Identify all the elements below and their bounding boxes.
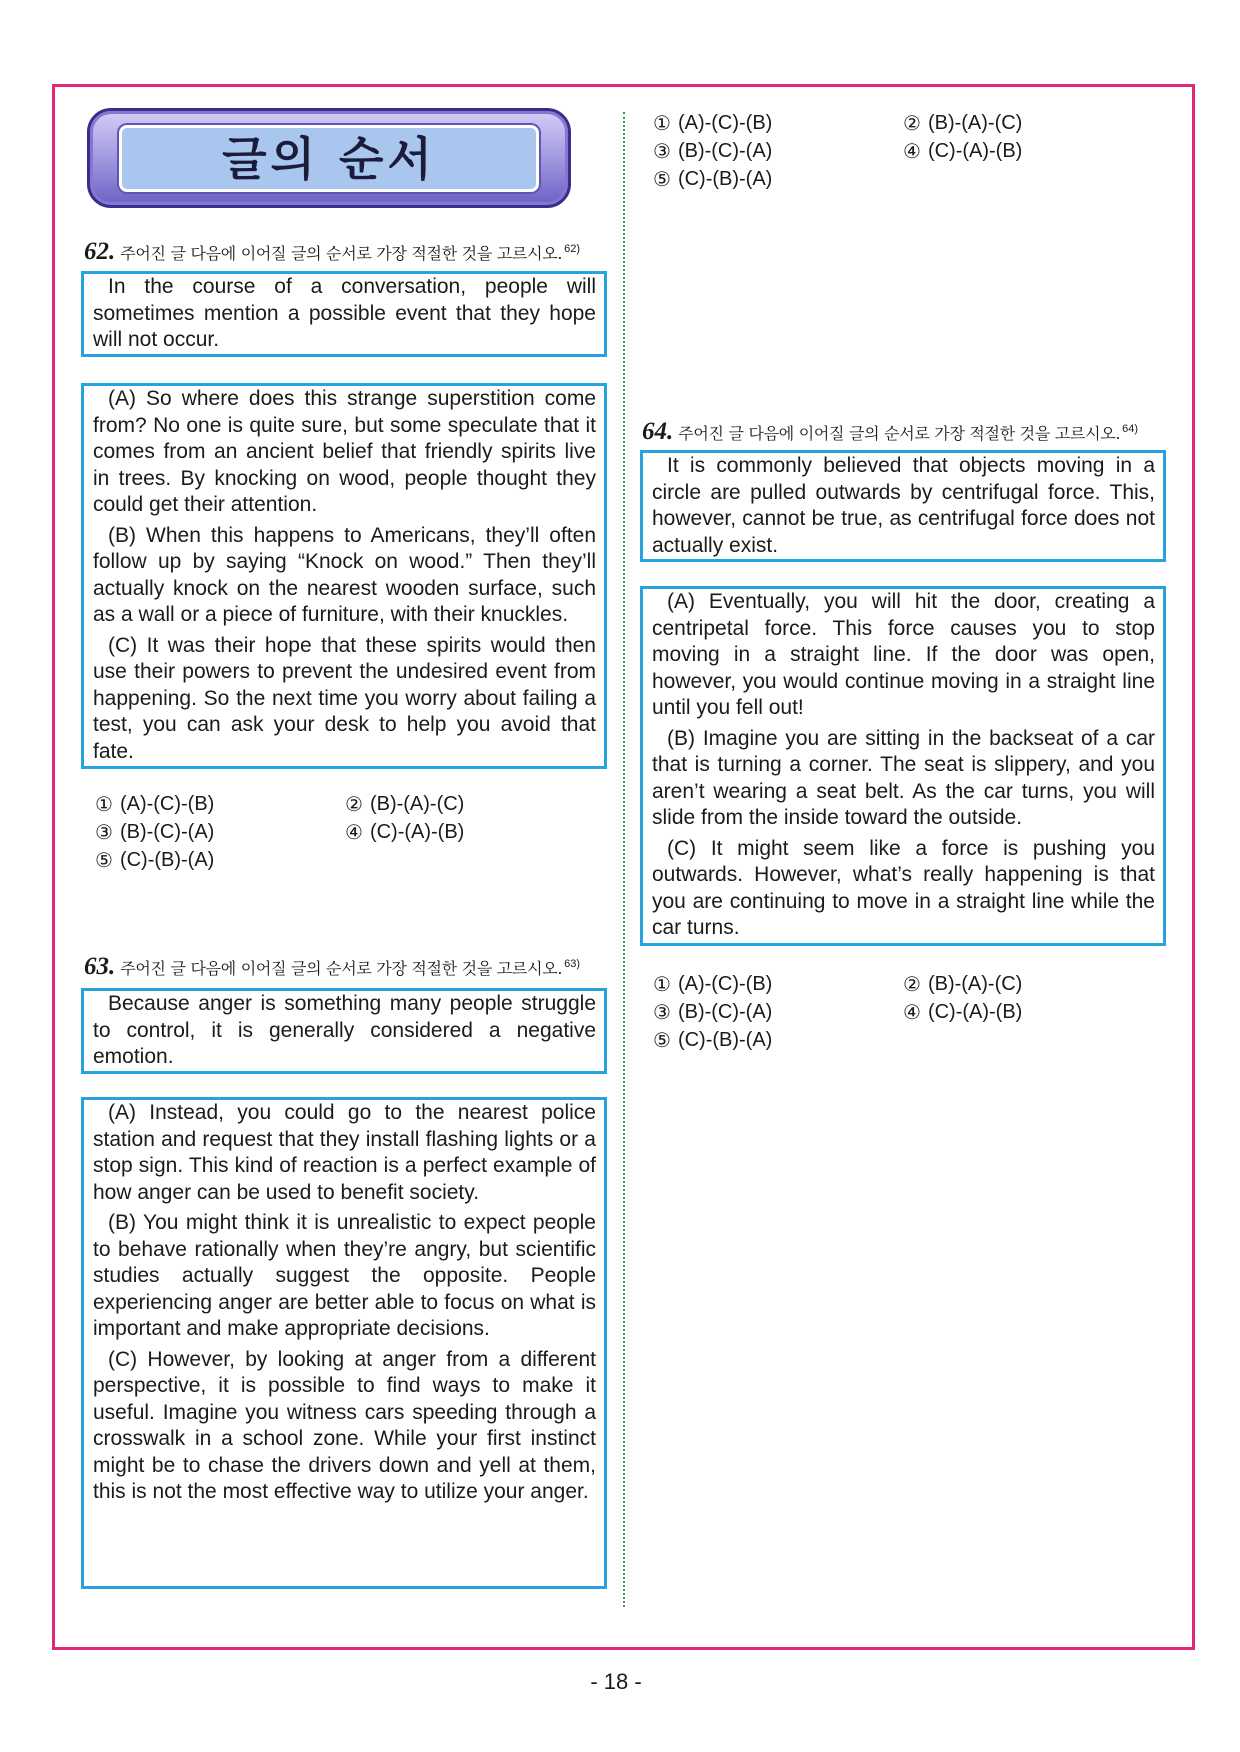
given-text: It is commonly believed that objects moving in a circle are pulled outwards by centrifugal force. This, however, cannot be true, as centrifugal force does not actually exist. [652,454,1155,557]
option-number: ① [95,792,113,816]
option-label: (C)-(A)-(B) [927,1001,1023,1023]
question-63-passage-box [81,1097,607,1589]
passage-c: (C) It was their hope that these spirits would then use their powers to prevent the undesired event from happening. So the next time you worry about failing a test, you can ask your desk to help you avoid that fate. [93,633,596,763]
question-64-passage-box [640,586,1166,946]
footnote-marker: 64) [1122,423,1139,435]
option-2 [903,970,1153,998]
footnote-marker: 63) [564,958,581,970]
option-number: ③ [95,820,113,844]
question-instruction: 주어진 글 다음에 이어질 글의 순서로 가장 적절한 것을 고르시오. [120,244,563,263]
option-label: (C)-(B)-(A) [677,168,773,190]
option-number: ② [345,792,363,816]
option-label: (C)-(B)-(A) [677,1029,773,1051]
option-1 [653,109,903,137]
section-title-plate [119,125,539,192]
question-64-heading [642,418,1138,446]
option-1 [95,790,345,818]
option-number: ③ [653,139,671,163]
option-label: (B)-(A)-(C) [927,973,1023,995]
option-number: ⑤ [653,1028,671,1052]
option-3 [653,998,903,1026]
option-number: ⑤ [653,167,671,191]
option-4 [345,818,595,846]
option-label: (C)-(B)-(A) [119,849,215,871]
option-3 [95,818,345,846]
passage-a: (A) Eventually, you will hit the door, creating a centripetal force. This force causes you to stop moving in a straight line. If the door was open, however, you would continue moving in a straight line until you fell out! [652,590,1155,719]
option-number: ④ [345,820,363,844]
option-label: (B)-(C)-(A) [119,821,215,843]
option-label: (B)-(A)-(C) [927,112,1023,134]
option-number: ① [653,972,671,996]
option-2 [903,109,1153,137]
option-label: (C)-(A)-(B) [927,140,1023,162]
question-64-given-text-box [640,450,1166,562]
column-divider [623,112,625,1607]
option-label: (B)-(C)-(A) [677,1001,773,1023]
option-label: (A)-(C)-(B) [119,793,215,815]
footnote-marker: 62) [564,243,581,255]
question-instruction: 주어진 글 다음에 이어질 글의 순서로 가장 적절한 것을 고르시오. [120,959,563,978]
passage-a: (A) Instead, you could go to the nearest police station and request that they install flashing lights or a stop sign. This kind of reaction is a perfect example of how anger can be used to benefit society. [93,1101,596,1204]
question-63-given-text-box [81,988,607,1074]
option-4 [903,998,1153,1026]
option-label: (B)-(A)-(C) [369,793,465,815]
option-5 [653,165,903,193]
option-2 [345,790,595,818]
option-5 [653,1026,903,1054]
section-title-banner [87,108,571,208]
section-title: 글의 순서 [222,131,436,186]
given-text: Because anger is something many people struggle to control, it is generally considered a negative emotion. [93,992,596,1068]
option-5 [95,846,345,874]
option-label: (C)-(A)-(B) [369,821,465,843]
question-62-passage-box [81,383,607,769]
option-label: (A)-(C)-(B) [677,973,773,995]
passage-a: (A) So where does this strange superstition come from? No one is quite sure, but some speculate that it comes from an ancient belief that friendly spirits live in trees. By knocking on wood, people thought they could get their attention. [93,387,596,516]
question-62-heading [84,238,580,266]
option-number: ③ [653,1000,671,1024]
option-number: ④ [903,139,921,163]
given-text: In the course of a conversation, people will sometimes mention a possible event that they hope will not occur. [93,275,596,351]
option-number: ④ [903,1000,921,1024]
option-label: (B)-(C)-(A) [677,140,773,162]
option-number: ② [903,111,921,135]
continued-options [653,109,1153,193]
question-63-heading [84,953,580,981]
passage-b: (B) You might think it is unrealistic to expect people to behave rationally when they’re angry, but scientific studies actually suggest the opposite. People experiencing anger are better able to focus on what is important and make appropriate decisions. [93,1211,596,1340]
passage-c: (C) It might seem like a force is pushing you outwards. However, what’s really happening is that you are continuing to move in a straight line while the car turns. [652,836,1155,939]
option-4 [903,137,1153,165]
question-62-given-text-box [81,271,607,357]
question-instruction: 주어진 글 다음에 이어질 글의 순서로 가장 적절한 것을 고르시오. [678,424,1121,443]
question-64-options [653,970,1153,1054]
passage-b: (B) When this happens to Americans, they’ll often follow up by saying “Knock on wood.” Then they’ll actually knock on the nearest wooden surface, such as a wall or a piece of furniture, with their knuckles. [93,523,596,626]
question-number: 63. [84,953,116,980]
page-number: - 18 - [590,1669,642,1694]
option-number: ② [903,972,921,996]
passage-c: (C) However, by looking at anger from a different perspective, it is possible to find ways to make it useful. Imagine you witness cars speeding through a crosswalk in a school zone. While your first instinct might be to chase the drivers down and yell at them, this is not the most effective way to utilize your anger. [93,1347,596,1503]
option-1 [653,970,903,998]
option-label: (A)-(C)-(B) [677,112,773,134]
option-3 [653,137,903,165]
question-number: 64. [642,418,674,445]
passage-b: (B) Imagine you are sitting in the backseat of a car that is turning a corner. The seat is slippery, and you aren’t wearing a seat belt. As the car turns, you will slide from the inside toward the outside. [652,726,1155,829]
question-number: 62. [84,238,116,265]
option-number: ① [653,111,671,135]
question-62-options [95,790,595,874]
option-number: ⑤ [95,848,113,872]
